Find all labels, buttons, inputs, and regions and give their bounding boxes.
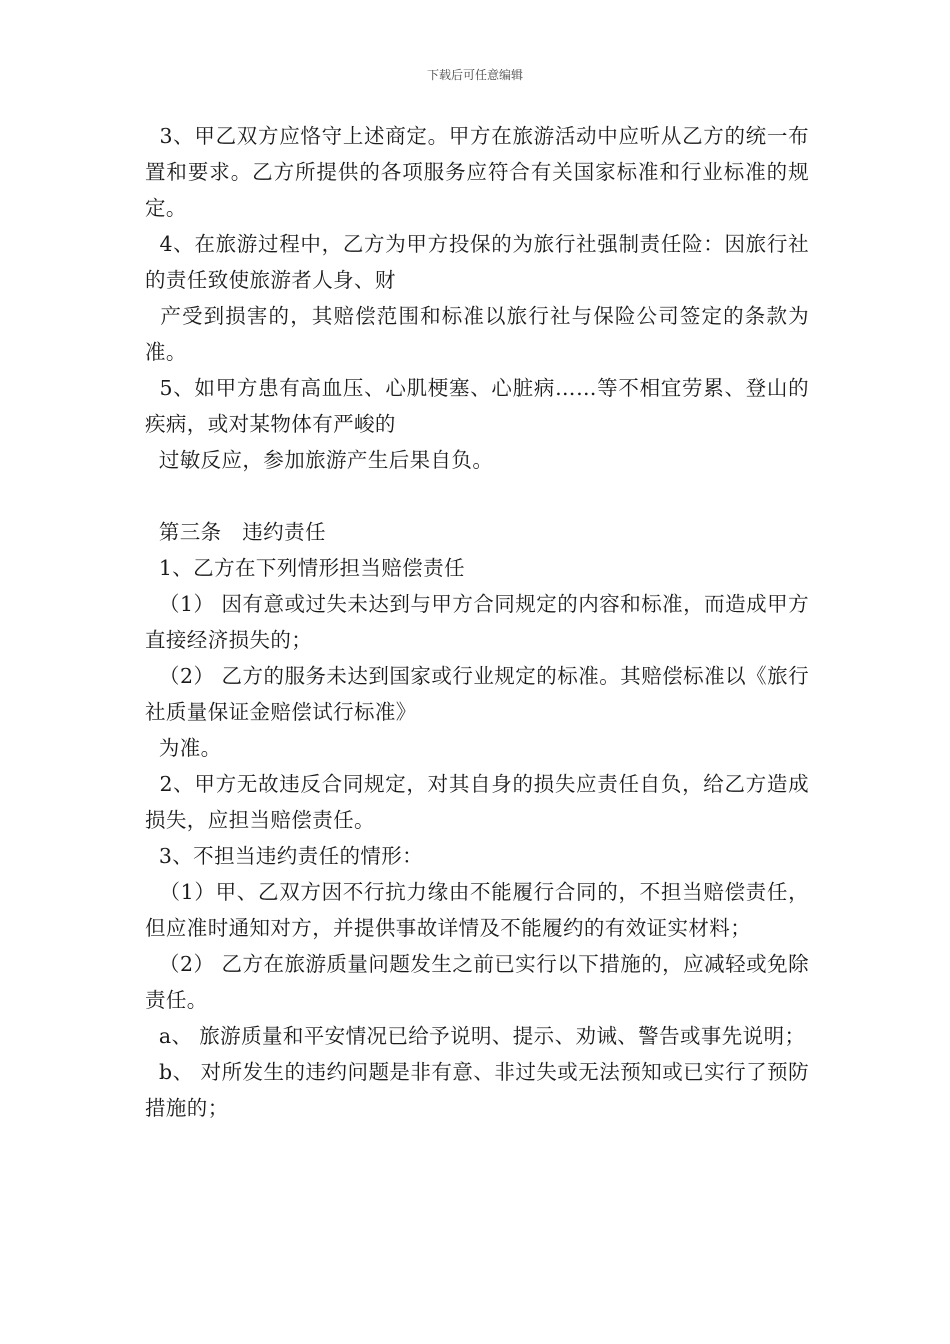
paragraph-liability-2: 2、甲方无故违反合同规定，对其自身的损失应责任自负，给乙方造成损失，应担当赔偿责任。 (145, 772, 809, 832)
paragraph-liability-1: 1、乙方在下列情形担当赔偿责任 (145, 556, 465, 580)
paragraph-liability-3-item-1: （1）甲、乙双方因不行抗力缘由不能履行合同的，不担当赔偿责任，但应准时通知对方，并提供事故详情及不能履约的有效证实材料； (145, 880, 809, 940)
section-heading-article-3: 第三条 违约责任 (145, 520, 326, 544)
paragraph-liability-3-item-a: a、 旅游质量和平安情况已给予说明、提示、劝诫、警告或事先说明； (145, 1024, 806, 1048)
paragraph-clause-4-cont: 产受到损害的，其赔偿范围和标准以旅行社与保险公司签定的条款为准。 (145, 304, 809, 364)
page-header: 下载后可任意编辑 (426, 68, 523, 82)
paragraph-liability-1-item-2-cont: 为准。 (145, 736, 222, 760)
document-body (145, 118, 809, 1126)
paragraph-clause-3: 3、甲乙双方应恪守上述商定。甲方在旅游活动中应听从乙方的统一布置和要求。乙方所提供的各项服务应符合有关国家标准和行业标准的规定。 (145, 124, 809, 220)
paragraph-clause-5-cont: 过敏反应，参加旅游产生后果自负。 (145, 448, 494, 472)
paragraph-liability-1-item-2: （2） 乙方的服务未达到国家或行业规定的标准。其赔偿标准以《旅行社质量保证金赔偿试行标准》 (145, 664, 809, 724)
paragraph-spacer (145, 478, 809, 514)
paragraph-liability-3: 3、不担当违约责任的情形： (145, 844, 424, 868)
paragraph-liability-1-item-1: （1） 因有意或过失未达到与甲方合同规定的内容和标准，而造成甲方直接经济损失的； (145, 592, 809, 652)
paragraph-clause-4: 4、在旅游过程中，乙方为甲方投保的为旅行社强制责任险：因旅行社的责任致使旅游者人身、财 (145, 232, 809, 292)
paragraph-liability-3-item-b: b、 对所发生的违约问题是非有意、非过失或无法预知或已实行了预防措施的； (145, 1060, 809, 1120)
paragraph-clause-5: 5、如甲方患有高血压、心肌梗塞、心脏病……等不相宜劳累、登山的疾病，或对某物体有严峻的 (145, 376, 809, 436)
paragraph-liability-3-item-2: （2） 乙方在旅游质量问题发生之前已实行以下措施的，应减轻或免除责任。 (145, 952, 809, 1012)
